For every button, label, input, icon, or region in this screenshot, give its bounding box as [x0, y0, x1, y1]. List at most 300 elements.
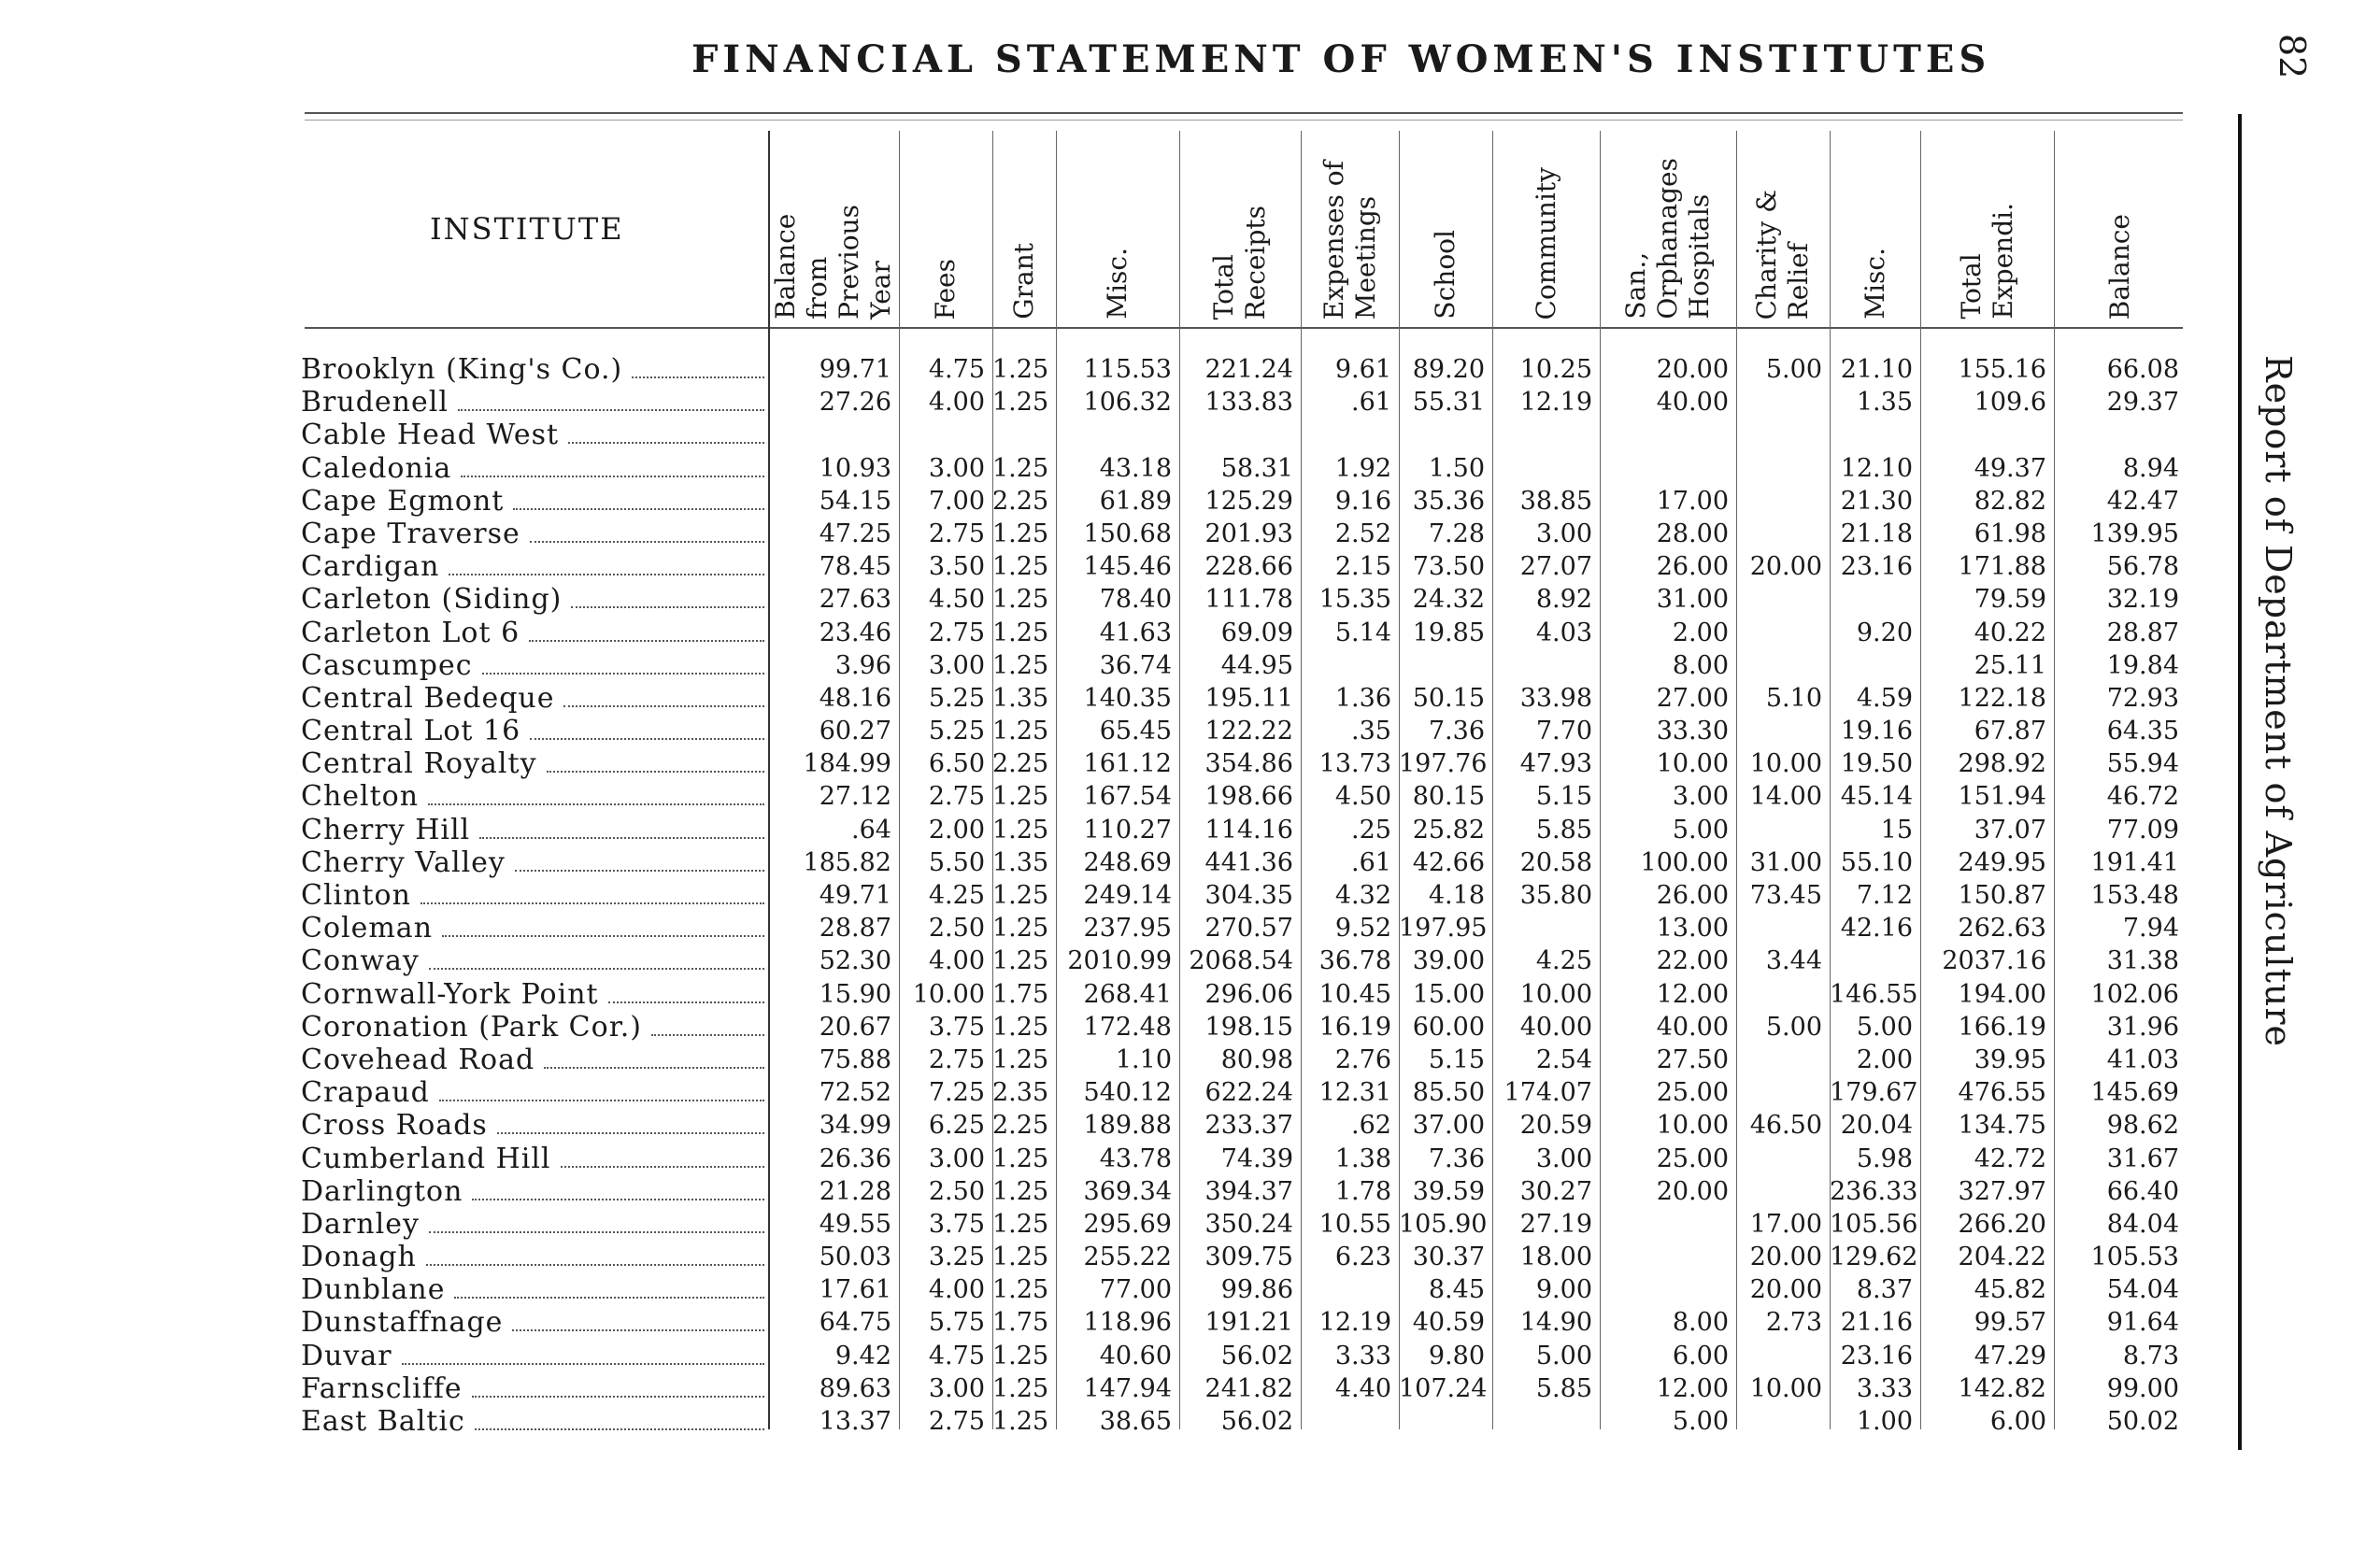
institute-name: Cape Egmont [301, 484, 505, 518]
cell-total-expend: 204.22 [1958, 1243, 2046, 1272]
page-title: FINANCIAL STATEMENT OF WOMEN'S INSTITUTES [691, 37, 1991, 81]
institute-name-cell [301, 846, 764, 879]
table-row [0, 1340, 2224, 1372]
cell-misc-receipts: 150.68 [1083, 518, 1172, 548]
cell-charity: 10.00 [1749, 1373, 1822, 1403]
cell-misc-receipts: 161.12 [1083, 749, 1172, 779]
institute-name: Central Bedeque [301, 681, 555, 715]
institute-name-cell [301, 649, 764, 682]
table-row [0, 912, 2224, 944]
cell-school: 107.24 [1399, 1373, 1488, 1403]
cell-total-receipts: 622.24 [1204, 1078, 1293, 1108]
cell-total-expend: 266.20 [1958, 1209, 2046, 1239]
cell-school: 80.15 [1412, 782, 1485, 812]
cell-total-expend: 99.57 [1974, 1308, 2046, 1338]
cell-balance-prev: 47.25 [819, 518, 891, 548]
table-row [0, 386, 2224, 419]
institute-name: Clinton [301, 879, 411, 912]
cell-charity: 10.00 [1749, 749, 1822, 779]
table-row [0, 944, 2224, 977]
cell-fees: 6.25 [928, 1111, 985, 1141]
column-header-label: Total Receipts [1208, 205, 1271, 320]
institute-name: Donagh [301, 1241, 417, 1274]
cell-balance: 64.35 [2106, 717, 2179, 746]
cell-balance-prev: 54.15 [819, 486, 891, 516]
cell-school: 7.36 [1428, 717, 1485, 746]
cell-misc-receipts: 172.48 [1083, 1012, 1172, 1042]
cell-misc-receipts: 78.40 [1099, 585, 1172, 615]
cell-exp-meetings: 10.55 [1318, 1209, 1391, 1239]
cell-total-receipts: 233.37 [1204, 1111, 1293, 1141]
cell-balance: 191.41 [2090, 847, 2179, 877]
institute-name-cell [301, 1273, 764, 1306]
cell-total-receipts: 296.06 [1204, 979, 1293, 1009]
institute-name-cell [301, 1011, 764, 1044]
institute-name-cell [301, 1175, 764, 1208]
cell-misc-expend: 45.14 [1840, 782, 1913, 812]
cell-balance-prev: 28.87 [819, 914, 891, 944]
cell-fees: 4.75 [928, 1341, 985, 1370]
cell-exp-meetings: 12.19 [1318, 1308, 1391, 1338]
cell-grant: 2.25 [992, 749, 1049, 779]
cell-exp-meetings: 2.52 [1334, 518, 1391, 548]
institute-name: Cape Traverse [301, 517, 520, 550]
cell-misc-receipts: 140.35 [1083, 683, 1172, 713]
cell-school [1399, 419, 1492, 451]
cell-misc-expend: 9.20 [1856, 618, 1913, 647]
cell-grant: 1.25 [992, 815, 1049, 845]
cell-fees: 4.50 [928, 585, 985, 615]
leader-dots [561, 1166, 764, 1168]
cell-balance: 72.93 [2106, 683, 2179, 713]
cell-balance-prev: 89.63 [819, 1373, 891, 1403]
cell-charity: 46.50 [1749, 1111, 1822, 1141]
column-header-label: Expenses of Meetings [1318, 160, 1381, 320]
institute-name: Dunstaffnage [301, 1306, 504, 1340]
cell-total-receipts [1179, 419, 1301, 451]
institute-name-cell [301, 1340, 764, 1372]
leader-dots [513, 508, 764, 510]
cell-balance: 8.94 [2122, 453, 2179, 483]
table-row [0, 353, 2224, 386]
cell-grant: 1.25 [992, 1176, 1049, 1206]
institute-name: Central Royalty [301, 747, 537, 781]
cell-misc-expend: 23.16 [1840, 552, 1913, 582]
column-header-balance [2054, 121, 2187, 320]
cell-misc-receipts: 145.46 [1083, 552, 1172, 582]
column-header-label: Community [1530, 166, 1561, 320]
institute-name-cell [301, 353, 764, 386]
institute-name-cell [301, 617, 764, 649]
cell-san-orph-hosp: 33.30 [1656, 717, 1729, 746]
cell-exp-meetings: 5.14 [1334, 618, 1391, 647]
institute-name-cell [301, 912, 764, 944]
cell-misc-receipts: 540.12 [1083, 1078, 1172, 1108]
cell-community [1492, 419, 1600, 451]
cell-grant: 1.25 [992, 518, 1049, 548]
cell-charity: 2.73 [1765, 1308, 1822, 1338]
cell-grant [992, 419, 1056, 451]
cell-total-receipts: 99.86 [1220, 1275, 1293, 1305]
cell-charity: 14.00 [1749, 782, 1822, 812]
institute-name-cell [301, 1109, 764, 1142]
cell-san-orph-hosp: 100.00 [1640, 847, 1729, 877]
cell-san-orph-hosp: 17.00 [1656, 486, 1729, 516]
cell-balance-prev: .64 [851, 815, 891, 845]
cell-total-receipts: 201.93 [1204, 518, 1293, 548]
leader-dots [454, 1297, 764, 1299]
cell-misc-receipts: 65.45 [1099, 717, 1172, 746]
cell-grant: 1.25 [992, 782, 1049, 812]
column-header-label: Charity & Relief [1751, 189, 1814, 320]
cell-misc-receipts: 36.74 [1099, 650, 1172, 680]
table-row [0, 1241, 2224, 1273]
cell-grant: 1.25 [992, 1243, 1049, 1272]
cell-misc-receipts: 61.89 [1099, 486, 1172, 516]
cell-fees: 3.00 [928, 453, 985, 483]
cell-total-receipts: 114.16 [1204, 815, 1293, 845]
cell-san-orph-hosp: 5.00 [1672, 1407, 1729, 1436]
cell-grant: 1.25 [992, 618, 1049, 647]
cell-misc-expend: 21.10 [1840, 355, 1913, 384]
cell-san-orph-hosp: 2.00 [1672, 618, 1729, 647]
cell-balance-prev: 27.63 [819, 585, 891, 615]
cell-grant: 1.25 [992, 914, 1049, 944]
institute-name-cell [301, 780, 764, 813]
cell-misc-receipts: 43.78 [1099, 1143, 1172, 1173]
institute-name-cell [301, 452, 764, 485]
leader-dots [515, 870, 764, 872]
cell-total-receipts: 2068.54 [1189, 946, 1293, 976]
cell-total-expend: 2037.16 [1942, 946, 2046, 976]
column-header-total-expend [1920, 121, 2054, 320]
cell-balance: 46.72 [2106, 782, 2179, 812]
column-header-label: San., Orphanages Hospitals [1620, 158, 1715, 320]
table-row [0, 747, 2224, 780]
cell-misc-receipts: 43.18 [1099, 453, 1172, 483]
table-row [0, 1143, 2224, 1175]
cell-community: 2.54 [1535, 1044, 1592, 1074]
institute-name: Crapaud [301, 1076, 430, 1110]
institute-name: Cardigan [301, 550, 440, 584]
institute-name: Duvar [301, 1339, 392, 1372]
cell-fees: 2.50 [928, 1176, 985, 1206]
cell-balance-prev: 3.96 [834, 650, 891, 680]
cell-school: 9.80 [1428, 1341, 1485, 1370]
cell-school: 15.00 [1412, 979, 1485, 1009]
cell-total-expend: 6.00 [1989, 1407, 2046, 1436]
cell-balance: 77.09 [2106, 815, 2179, 845]
cell-balance: 31.38 [2106, 946, 2179, 976]
cell-community: 27.07 [1519, 552, 1592, 582]
cell-balance-prev: 49.55 [819, 1209, 891, 1239]
cell-charity: 73.45 [1749, 881, 1822, 910]
cell-grant: 1.25 [992, 1209, 1049, 1239]
column-header-label: Misc. [1859, 248, 1890, 320]
cell-school: 50.15 [1412, 683, 1485, 713]
cell-fees: 5.50 [928, 847, 985, 877]
leader-dots [530, 738, 764, 740]
institute-name-cell [301, 747, 764, 780]
leader-dots [420, 902, 764, 904]
cell-school: 37.00 [1412, 1111, 1485, 1141]
cell-balance [2054, 419, 2187, 451]
cell-misc-receipts: 2010.99 [1067, 946, 1172, 976]
cell-san-orph-hosp: 12.00 [1656, 979, 1729, 1009]
cell-total-expend: 134.75 [1958, 1111, 2046, 1141]
cell-community: 27.19 [1519, 1209, 1592, 1239]
cell-total-expend: 150.87 [1958, 881, 2046, 910]
cell-fees: 6.50 [928, 749, 985, 779]
cell-community: 9.00 [1535, 1275, 1592, 1305]
column-header-label: Fees [930, 258, 961, 320]
side-rule [2238, 114, 2242, 1450]
institute-name-cell [301, 550, 764, 583]
cell-misc-receipts: 1.10 [1115, 1044, 1172, 1074]
cell-balance: 153.48 [2090, 881, 2179, 910]
cell-san-orph-hosp: 26.00 [1656, 552, 1729, 582]
cell-exp-meetings: 4.32 [1334, 881, 1391, 910]
cell-exp-meetings: 2.76 [1334, 1044, 1391, 1074]
cell-exp-meetings: 4.40 [1334, 1373, 1391, 1403]
cell-san-orph-hosp [1600, 452, 1736, 485]
cell-charity [1736, 978, 1830, 1011]
cell-exp-meetings: 15.35 [1318, 585, 1391, 615]
cell-balance: 66.08 [2106, 355, 2179, 384]
cell-exp-meetings: 10.45 [1318, 979, 1391, 1009]
cell-san-orph-hosp: 40.00 [1656, 1012, 1729, 1042]
column-header-misc-expend [1830, 121, 1920, 320]
cell-balance-prev: 72.52 [819, 1078, 891, 1108]
leader-dots [429, 968, 764, 970]
cell-exp-meetings: 1.92 [1334, 453, 1391, 483]
cell-exp-meetings: 1.38 [1334, 1143, 1391, 1173]
cell-school: 7.28 [1428, 518, 1485, 548]
top-rule [305, 112, 2183, 114]
cell-fees: 4.75 [928, 355, 985, 384]
cell-total-receipts: 80.98 [1220, 1044, 1293, 1074]
cell-misc-expend: 2.00 [1856, 1044, 1913, 1074]
cell-misc-expend: 21.18 [1840, 518, 1913, 548]
top-rule-secondary [305, 120, 2183, 121]
cell-exp-meetings: .61 [1351, 388, 1391, 418]
institute-name-cell [301, 879, 764, 912]
leader-dots [482, 673, 764, 675]
cell-community [1492, 1405, 1600, 1438]
cell-grant: 1.25 [992, 388, 1049, 418]
cell-community: 38.85 [1519, 486, 1592, 516]
cell-charity: 5.00 [1765, 1012, 1822, 1042]
cell-balance-prev: 34.99 [819, 1111, 891, 1141]
cell-grant: 1.25 [992, 1407, 1049, 1436]
table-row [0, 879, 2224, 912]
column-header-total-receipts [1179, 121, 1301, 320]
institute-name-cell [301, 518, 764, 550]
cell-misc-expend: 3.33 [1856, 1373, 1913, 1403]
cell-charity [1736, 715, 1830, 747]
cell-exp-meetings: 1.36 [1334, 683, 1391, 713]
leader-dots [497, 1132, 764, 1134]
table-row [0, 617, 2224, 649]
cell-balance: 55.94 [2106, 749, 2179, 779]
cell-total-receipts: 133.83 [1204, 388, 1293, 418]
cell-grant: 1.35 [992, 683, 1049, 713]
cell-grant: 1.25 [992, 1012, 1049, 1042]
cell-total-receipts: 304.35 [1204, 881, 1293, 910]
cell-misc-receipts: 118.96 [1083, 1308, 1172, 1338]
table-row [0, 1076, 2224, 1109]
cell-total-receipts: 241.82 [1204, 1373, 1293, 1403]
cell-balance-prev: 75.88 [819, 1044, 891, 1074]
cell-balance-prev: 52.30 [819, 946, 891, 976]
cell-total-expend: 155.16 [1958, 355, 2046, 384]
cell-total-expend: 109.6 [1974, 388, 2046, 418]
cell-fees: 3.00 [928, 1373, 985, 1403]
cell-school: 39.59 [1412, 1176, 1485, 1206]
column-header-label: Balance [2104, 213, 2135, 320]
cell-community: 3.00 [1535, 518, 1592, 548]
column-header-label: Total Expendi. [1955, 203, 2018, 320]
institute-name-cell [301, 1076, 764, 1109]
cell-school: 40.59 [1412, 1308, 1485, 1338]
cell-community: 20.59 [1519, 1111, 1592, 1141]
institute-name-cell [301, 1405, 764, 1438]
cell-charity [1736, 452, 1830, 485]
cell-school: 197.76 [1399, 749, 1488, 779]
cell-community: 8.92 [1535, 585, 1592, 615]
cell-fees: 5.25 [928, 683, 985, 713]
cell-misc-expend: 7.12 [1856, 881, 1913, 910]
cell-charity [1736, 814, 1830, 846]
cell-san-orph-hosp: 31.00 [1656, 585, 1729, 615]
cell-balance: 66.40 [2106, 1176, 2179, 1206]
cell-balance-prev: 27.26 [819, 388, 891, 418]
cell-misc-expend: 21.30 [1840, 486, 1913, 516]
cell-total-receipts: 44.95 [1220, 650, 1293, 680]
cell-balance: 54.04 [2106, 1275, 2179, 1305]
institute-name: Darlington [301, 1174, 463, 1208]
cell-community: 4.25 [1535, 946, 1592, 976]
cell-total-expend: 262.63 [1958, 914, 2046, 944]
table-row [0, 978, 2224, 1011]
cell-exp-meetings [1301, 1405, 1399, 1438]
cell-balance: 139.95 [2090, 518, 2179, 548]
cell-school: 5.15 [1428, 1044, 1485, 1074]
cell-school: 4.18 [1428, 881, 1485, 910]
cell-community: 18.00 [1519, 1243, 1592, 1272]
institute-name: Covehead Road [301, 1043, 535, 1076]
leader-dots [439, 1100, 764, 1101]
cell-charity [1736, 1076, 1830, 1109]
cell-grant: 2.25 [992, 486, 1049, 516]
cell-misc-expend: 1.00 [1856, 1407, 1913, 1436]
cell-total-expend: 47.29 [1974, 1341, 2046, 1370]
institute-name-cell [301, 1372, 764, 1405]
cell-school: 30.37 [1412, 1243, 1485, 1272]
institute-name: Brooklyn (King's Co.) [301, 353, 623, 386]
cell-misc-receipts: 189.88 [1083, 1111, 1172, 1141]
cell-san-orph-hosp: 28.00 [1656, 518, 1729, 548]
table-row [0, 1372, 2224, 1405]
table-body [0, 353, 2224, 1438]
cell-balance: 41.03 [2106, 1044, 2179, 1074]
cell-san-orph-hosp: 13.00 [1656, 914, 1729, 944]
cell-grant: 2.35 [992, 1078, 1049, 1108]
cell-charity: 20.00 [1749, 552, 1822, 582]
column-header-label: Grant [1008, 243, 1039, 320]
institute-name-cell [301, 978, 764, 1011]
cell-balance: 29.37 [2106, 388, 2179, 418]
cell-misc-expend: 55.10 [1840, 847, 1913, 877]
cell-community: 40.00 [1519, 1012, 1592, 1042]
leader-dots [571, 606, 764, 608]
cell-exp-meetings [1301, 1273, 1399, 1306]
cell-san-orph-hosp: 22.00 [1656, 946, 1729, 976]
leader-dots [608, 1001, 764, 1003]
cell-misc-receipts: 40.60 [1099, 1341, 1172, 1370]
cell-san-orph-hosp: 12.00 [1656, 1373, 1729, 1403]
cell-grant: 1.25 [992, 552, 1049, 582]
cell-total-expend: 122.18 [1958, 683, 2046, 713]
leader-dots [651, 1034, 764, 1036]
cell-misc-expend: 5.00 [1856, 1012, 1913, 1042]
institute-name: Cumberland Hill [301, 1142, 551, 1175]
cell-san-orph-hosp: 8.00 [1672, 1308, 1729, 1338]
cell-exp-meetings: 9.16 [1334, 486, 1391, 516]
cell-total-expend: 42.72 [1974, 1143, 2046, 1173]
cell-balance: 32.19 [2106, 585, 2179, 615]
cell-misc-receipts [1056, 419, 1179, 451]
cell-fees: 3.00 [928, 1143, 985, 1173]
cell-grant: 1.25 [992, 1341, 1049, 1370]
cell-exp-meetings: 36.78 [1318, 946, 1391, 976]
leader-dots [479, 837, 764, 839]
cell-total-expend: 171.88 [1958, 552, 2046, 582]
cell-balance: 56.78 [2106, 552, 2179, 582]
cell-san-orph-hosp: 27.50 [1656, 1044, 1729, 1074]
institute-name: Farnscliffe [301, 1371, 463, 1405]
cell-misc-expend: 129.62 [1830, 1243, 1918, 1272]
cell-balance: 8.73 [2122, 1341, 2179, 1370]
cell-total-expend: 166.19 [1958, 1012, 2046, 1042]
header-bottom-rule [305, 327, 2183, 329]
cell-total-receipts: 122.22 [1204, 717, 1293, 746]
cell-san-orph-hosp: 25.00 [1656, 1078, 1729, 1108]
cell-community: 5.85 [1535, 815, 1592, 845]
institute-name: Cross Roads [301, 1109, 488, 1143]
cell-misc-expend: 19.16 [1840, 717, 1913, 746]
cell-total-expend: 298.92 [1958, 749, 2046, 779]
cell-balance-prev: 49.71 [819, 881, 891, 910]
cell-school: 39.00 [1412, 946, 1485, 976]
cell-balance: 42.47 [2106, 486, 2179, 516]
cell-misc-expend: 8.37 [1856, 1275, 1913, 1305]
leader-dots [426, 1264, 764, 1266]
institute-column-header: INSTITUTE [430, 211, 624, 247]
cell-grant: 1.25 [992, 1044, 1049, 1074]
cell-balance: 19.84 [2106, 650, 2179, 680]
column-header-community [1492, 121, 1600, 320]
institute-name-cell [301, 386, 764, 419]
institute-name-cell [301, 1306, 764, 1339]
leader-dots [442, 935, 764, 937]
cell-fees: 3.50 [928, 552, 985, 582]
cell-exp-meetings: 16.19 [1318, 1012, 1391, 1042]
cell-balance: 7.94 [2122, 914, 2179, 944]
cell-balance: 50.02 [2106, 1407, 2179, 1436]
institute-name: Dunblane [301, 1273, 446, 1307]
cell-balance: 145.69 [2090, 1078, 2179, 1108]
